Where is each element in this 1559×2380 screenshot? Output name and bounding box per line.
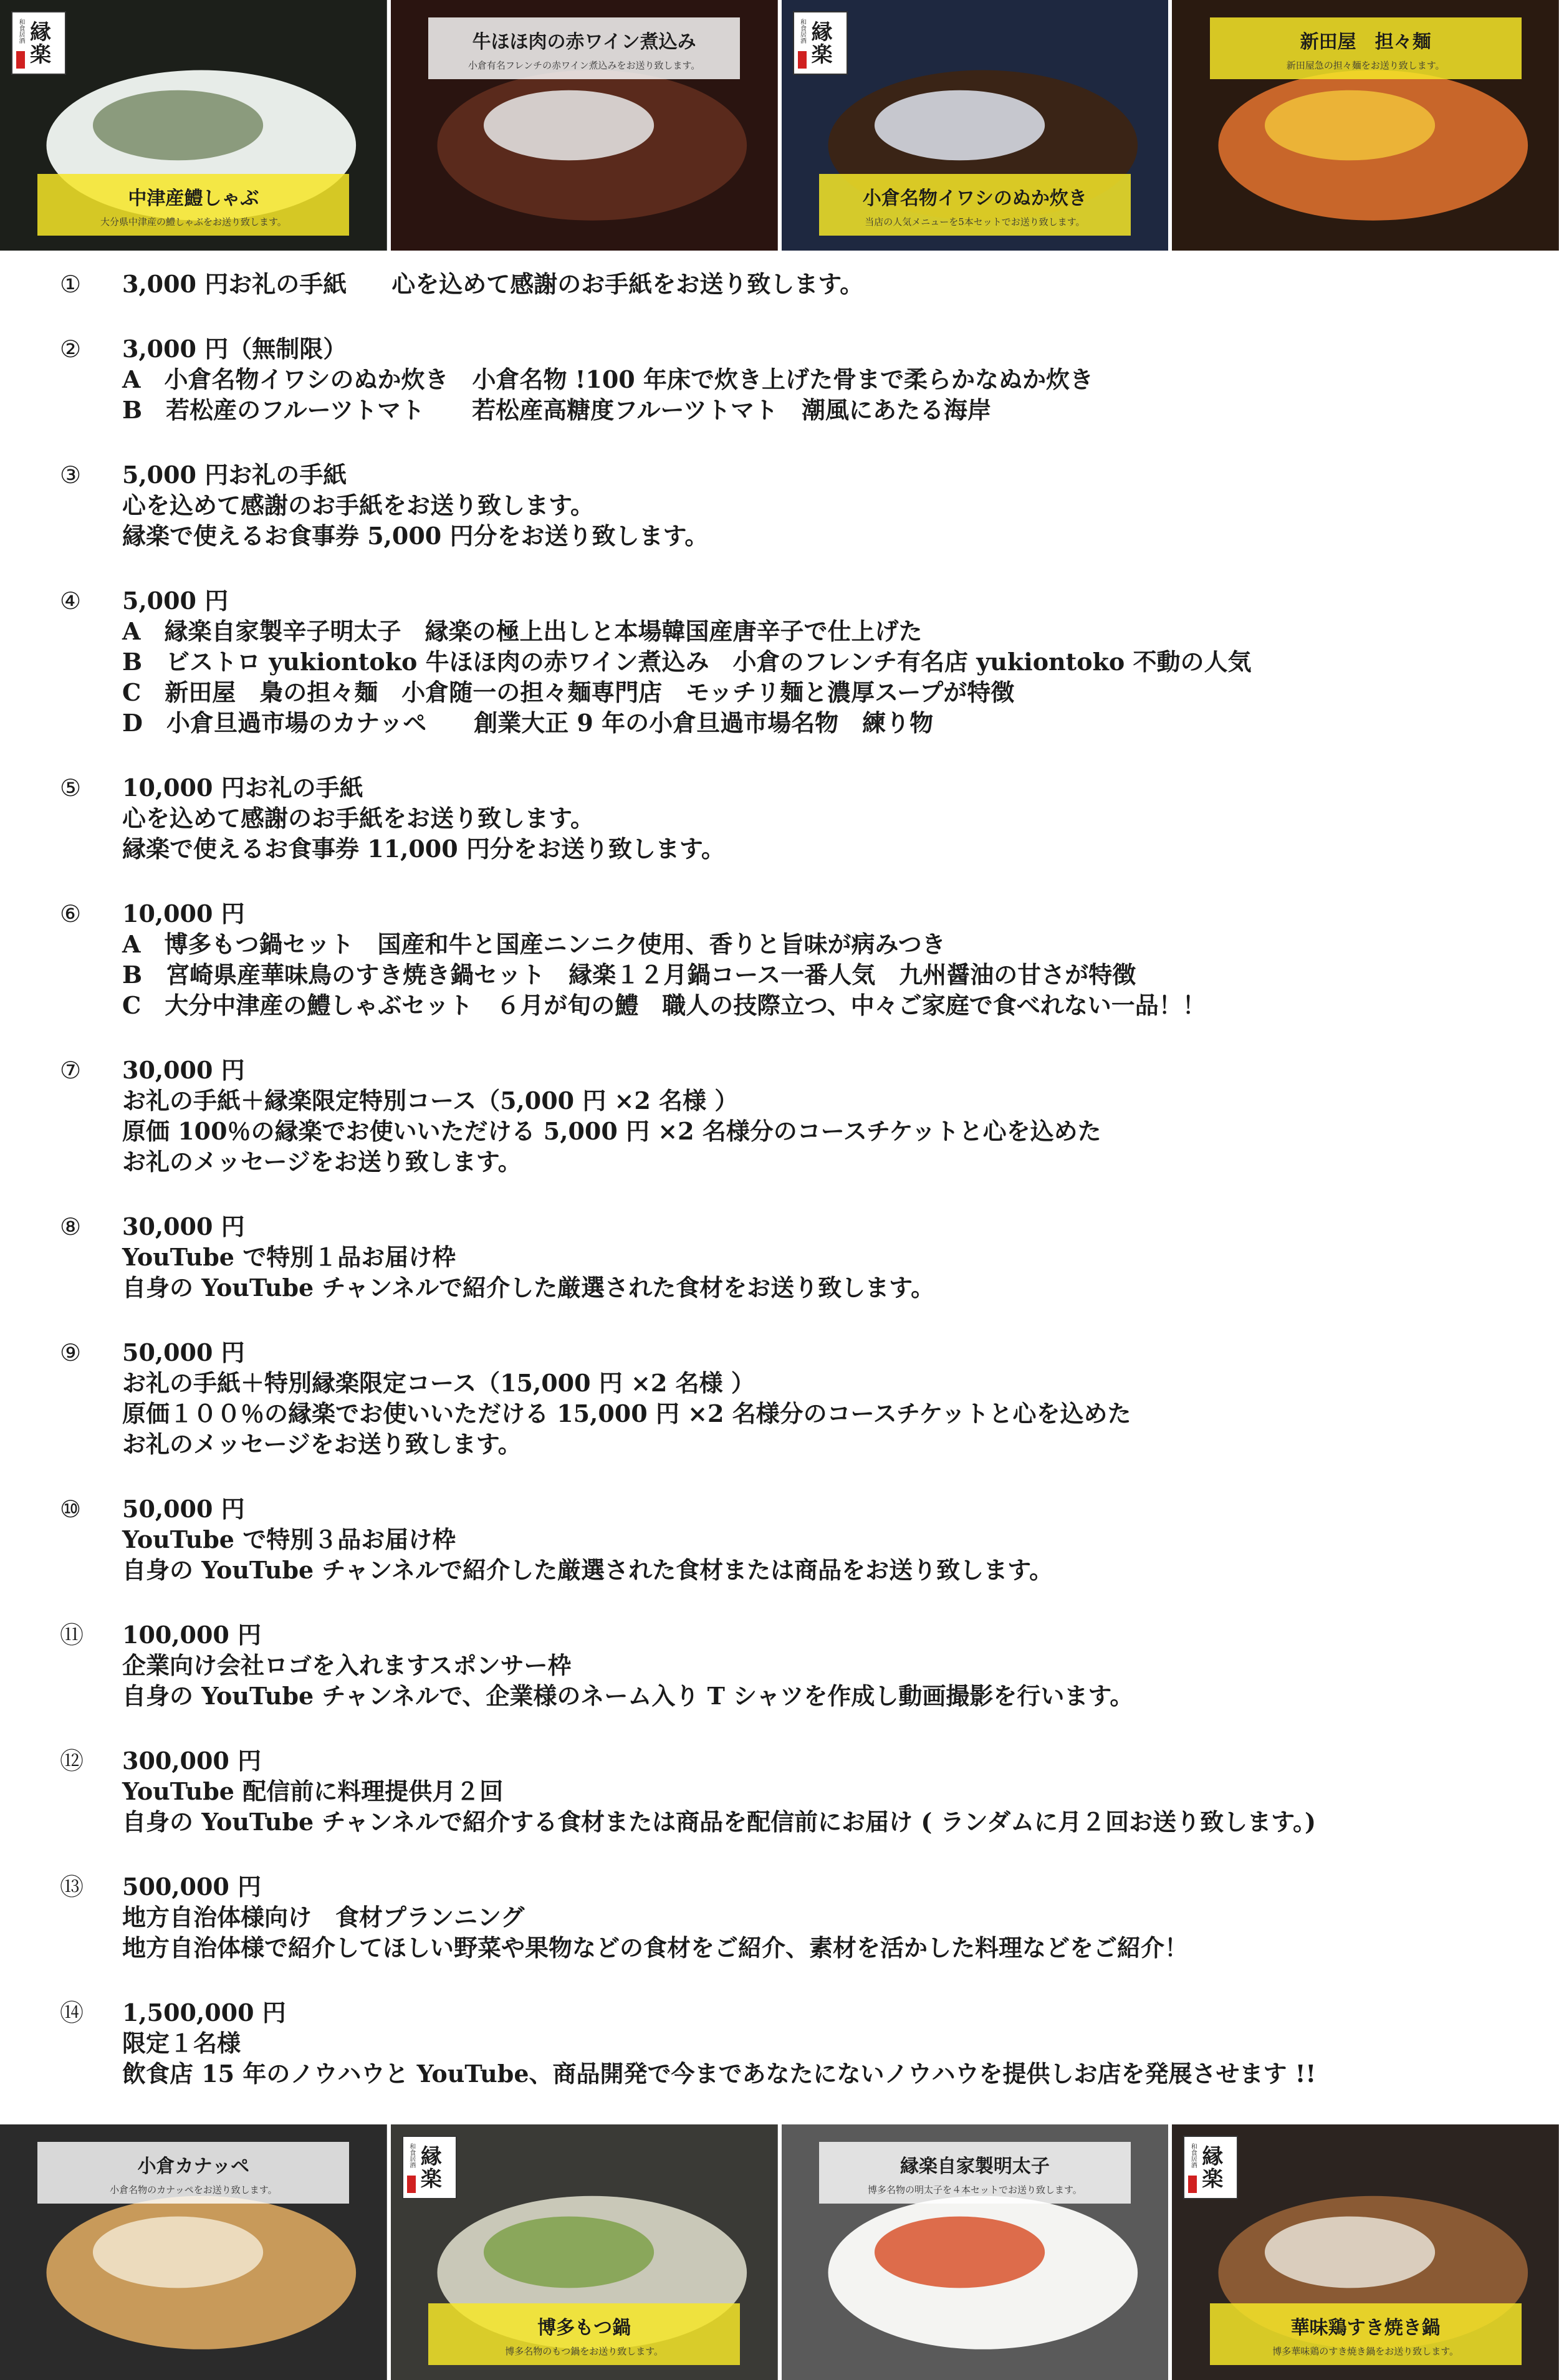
- reward-detail: [122, 676, 1014, 709]
- reward-detail: [122, 1554, 1053, 1586]
- photo-caption: [37, 174, 349, 236]
- photo-caption-subtitle: 博多名物の明太子を４本セットでお送り致します。: [867, 2184, 1082, 2195]
- reward-number: ⑩: [60, 1495, 82, 1523]
- line-text: B 宮崎県産華味鳥のすき焼き鍋セット 縁楽１２月鍋コース一番人気 九州醤油の甘さが特徴: [122, 961, 1136, 989]
- reward-detail: [122, 1523, 456, 1556]
- reward-detail: [122, 1272, 934, 1304]
- line-text: C 新田屋 梟の担々麺 小倉随一の担々麺専門店 モッチリ麺と濃厚スープが特徴: [122, 678, 1015, 706]
- food-photo: [1172, 0, 1559, 251]
- logo-red-seal: [798, 51, 807, 69]
- photo-caption: [819, 174, 1131, 236]
- photo-caption: [1210, 17, 1522, 79]
- logo-kanji: 縁楽: [1197, 2145, 1223, 2190]
- reward-detail: [122, 615, 923, 648]
- line-text: 縁楽で使えるお食事券 5,000 円分をお送り致します。: [122, 522, 709, 550]
- photo-caption-subtitle: 博多名物のもつ鍋をお送り致します。: [505, 2346, 664, 2357]
- reward-price: [122, 459, 347, 491]
- reward-number: ④: [60, 587, 82, 615]
- photo-caption-subtitle: 大分県中津産の鱧しゃぶをお送り致します。: [100, 216, 287, 228]
- line-text: 自身の YouTube チャンネルで紹介した厳選された食材をお送り致します。: [122, 1274, 935, 1302]
- line-text: 50,000 円: [122, 1495, 245, 1523]
- enraku-logo: [793, 11, 848, 75]
- reward-detail: [122, 707, 933, 739]
- line-text: D 小倉旦過市場のカナッペ 創業大正 9 年の小倉旦過市場名物 練り物: [122, 709, 934, 737]
- reward-detail: [122, 1367, 755, 1399]
- reward-detail: [122, 489, 594, 522]
- line-text: C 大分中津産の鱧しゃぶセット ６月が旬の鱧 職人の技際立つ、中々ご家庭で食べれない一品！！: [122, 991, 1206, 1019]
- logo-small-text: 和食居酒: [408, 2143, 415, 2168]
- reward-number: ⑪: [60, 1621, 84, 1649]
- line-text: 3,000 円（無制限）: [122, 335, 347, 363]
- reward-number: ⑧: [60, 1213, 82, 1240]
- reward-detail: [122, 1398, 1131, 1430]
- line-text: 地方自治体様で紹介してほしい野菜や果物などの食材をご紹介、素材を活かした料理などをご紹介！: [122, 1934, 1189, 1962]
- reward-detail: [122, 2058, 1316, 2090]
- reward-detail: [122, 833, 725, 865]
- reward-price: [122, 1493, 245, 1525]
- line-text: 3,000 円お礼の手紙: [122, 270, 347, 298]
- line-text: 自身の YouTube チャンネルで、企業様のネーム入り T シャツを作成し動画撮影を行います。: [122, 1682, 1134, 1710]
- reward-detail: [122, 1806, 1316, 1838]
- logo-small-text: 和食居酒: [1189, 2143, 1197, 2168]
- reward-detail: [122, 1241, 456, 1274]
- line-text: お礼のメッセージをお送り致します。: [122, 1148, 522, 1176]
- photo-caption-subtitle: 小倉名物のカナッペをお送り致します。: [110, 2184, 277, 2195]
- reward-detail: [122, 989, 1206, 1022]
- logo-small-text: 和食居酒: [17, 19, 24, 44]
- reward-detail: [122, 802, 594, 835]
- photo-caption-title: 小倉カナッペ: [137, 2156, 250, 2177]
- reward-detail: [122, 2027, 241, 2060]
- photo-caption-title: 牛ほほ肉の赤ワイン煮込み: [472, 31, 696, 53]
- food-photo: [1172, 2124, 1559, 2380]
- enraku-logo: [11, 11, 66, 75]
- photo-caption-title: 小倉名物イワシのぬか炊き: [862, 188, 1087, 209]
- photo-caption: [428, 17, 740, 79]
- line-text: 縁楽で使えるお食事券 11,000 円分をお送り致します。: [122, 835, 725, 863]
- line-text: A 縁楽自家製辛子明太子 縁楽の極上出しと本場韓国産唐辛子で仕上げた: [122, 617, 923, 645]
- photo-caption-title: 縁楽自家製明太子: [899, 2156, 1050, 2177]
- reward-number: ⑨: [60, 1339, 82, 1366]
- logo-kanji: 縁楽: [807, 21, 832, 65]
- photo-caption-title: 華味鶏すき焼き鍋: [1290, 2317, 1441, 2339]
- reward-price: [122, 1336, 245, 1369]
- logo-kanji: 縁楽: [416, 2145, 442, 2190]
- line-text: 自身の YouTube チャンネルで紹介する食材または商品を配信前にお届け ( ランダムに月２回お送り致します。): [122, 1808, 1317, 1836]
- line-text: 10,000 円お礼の手紙: [122, 774, 363, 802]
- line-text: B ビストロ yukiontoko 牛ほほ肉の赤ワイン煮込み 小倉のフレンチ有名店 yukiontoko 不動の人気: [122, 648, 1252, 676]
- reward-detail: [122, 394, 991, 426]
- reward-detail: [122, 1932, 1188, 1964]
- photo-caption: [1210, 2303, 1522, 2365]
- food-photo: [782, 0, 1169, 251]
- logo-small-text: 和食居酒: [799, 19, 806, 44]
- enraku-logo: [402, 2136, 457, 2199]
- reward-detail: [122, 928, 946, 961]
- line-text: 心を込めて感謝のお手紙をお送り致します。: [122, 804, 594, 832]
- logo-red-seal: [16, 51, 25, 69]
- photo-caption-subtitle: 小倉有名フレンチの赤ワイン煮込みをお送り致します。: [468, 60, 701, 71]
- line-text: 5,000 円: [122, 587, 229, 615]
- reward-price: [122, 1997, 286, 2029]
- line-text: 100,000 円: [122, 1621, 262, 1649]
- reward-detail: [122, 959, 1136, 991]
- line-text: 500,000 円: [122, 1873, 262, 1901]
- photo-caption-subtitle: 当店の人気メニューを5本セットでお送り致します。: [865, 216, 1085, 228]
- food-photo: [782, 2124, 1169, 2380]
- line-note: 心を込めて感謝のお手紙をお送り致します。: [391, 270, 864, 298]
- reward-detail: [122, 1775, 503, 1808]
- reward-price: [122, 772, 363, 804]
- reward-number: ①: [60, 271, 82, 298]
- photo-caption-title: 博多もつ鍋: [537, 2317, 631, 2339]
- reward-detail: [122, 1146, 522, 1178]
- food-photo: [391, 0, 778, 251]
- line-text: 限定１名様: [122, 2029, 241, 2057]
- reward-price: [122, 268, 863, 300]
- reward-price: [122, 1871, 261, 1903]
- photo-caption-title: 中津産鱧しゃぶ: [128, 188, 259, 209]
- reward-detail: [122, 363, 1093, 396]
- reward-detail: [122, 1649, 571, 1682]
- reward-price: [122, 333, 347, 365]
- reward-price: [122, 1054, 245, 1087]
- reward-detail: [122, 1901, 524, 1934]
- top-photo-strip: [0, 0, 1559, 251]
- line-text: 50,000 円: [122, 1338, 245, 1366]
- food-photo: [0, 0, 387, 251]
- line-text: YouTube で特別３品お届け枠: [122, 1525, 456, 1553]
- line-text: 1,500,000 円: [122, 1999, 286, 2027]
- line-text: 企業向け会社ロゴを入れますスポンサー枠: [122, 1651, 572, 1679]
- reward-price: [122, 1619, 261, 1651]
- line-text: 5,000 円お礼の手紙: [122, 461, 347, 489]
- line-text: 30,000 円: [122, 1212, 245, 1240]
- line-text: YouTube で特別１品お届け枠: [122, 1243, 456, 1271]
- logo-red-seal: [407, 2176, 416, 2193]
- line-text: 自身の YouTube チャンネルで紹介した厳選された食材または商品をお送り致します。: [122, 1556, 1053, 1584]
- line-text: 原価１００％の縁楽でお使いいただける 15,000 円 ×2 名様分のコースチケットと心を込めた: [122, 1399, 1131, 1428]
- reward-number: ⑤: [60, 774, 82, 802]
- reward-detail: [122, 1680, 1133, 1712]
- reward-price: [122, 898, 245, 930]
- bottom-photo-strip: [0, 2124, 1559, 2380]
- line-text: B 若松産のフルーツトマト 若松産高糖度フルーツトマト 潮風にあたる海岸: [122, 396, 992, 424]
- reward-detail: [122, 1115, 1101, 1148]
- line-text: お礼のメッセージをお送り致します。: [122, 1430, 522, 1458]
- enraku-logo: [1183, 2136, 1238, 2199]
- line-text: 原価 100％の縁楽でお使いいただける 5,000 円 ×2 名様分のコースチケットと心を込めた: [122, 1117, 1101, 1145]
- reward-price: [122, 1745, 261, 1777]
- photo-caption-title: 新田屋 担々麺: [1300, 31, 1431, 53]
- reward-number: ⑥: [60, 900, 82, 928]
- logo-kanji: 縁楽: [26, 21, 51, 65]
- reward-number: ⑭: [60, 1999, 84, 2027]
- line-text: 地方自治体様向け 食材プランニング: [122, 1903, 525, 1931]
- reward-detail: [122, 646, 1251, 678]
- photo-caption: [428, 2303, 740, 2365]
- photo-caption: [37, 2142, 349, 2204]
- reward-number: ⑬: [60, 1873, 84, 1901]
- reward-detail: [122, 520, 708, 552]
- reward-price: [122, 585, 228, 617]
- photo-caption-subtitle: 博多華味鶏のすき焼き鍋をお送り致します。: [1272, 2346, 1459, 2357]
- reward-number: ③: [60, 461, 82, 489]
- logo-red-seal: [1188, 2176, 1197, 2193]
- line-text: お礼の手紙＋特別縁楽限定コース（15,000 円 ×2 名様 ）: [122, 1369, 755, 1397]
- reward-number: ②: [60, 335, 82, 363]
- food-photo: [0, 2124, 387, 2380]
- photo-caption: [819, 2142, 1131, 2204]
- line-text: 300,000 円: [122, 1747, 262, 1775]
- line-text: A 小倉名物イワシのぬか炊き 小倉名物 !100 年床で炊き上げた骨まで柔らかなぬか炊き: [122, 365, 1093, 393]
- reward-detail: [122, 1085, 738, 1117]
- food-photo: [391, 2124, 778, 2380]
- line-text: 10,000 円: [122, 900, 245, 928]
- photo-caption-subtitle: 新田屋急の担々麺をお送り致します。: [1286, 60, 1445, 71]
- line-text: お礼の手紙＋縁楽限定特別コース（5,000 円 ×2 名様 ）: [122, 1087, 739, 1115]
- line-text: 飲食店 15 年のノウハウと YouTube、商品開発で今まであなたにないノウハウを提供しお店を発展させます !!: [122, 2060, 1317, 2088]
- reward-number: ⑫: [60, 1747, 84, 1775]
- line-text: A 博多もつ鍋セット 国産和牛と国産ニンニク使用、香りと旨味が病みつき: [122, 930, 946, 958]
- line-text: 30,000 円: [122, 1056, 245, 1084]
- line-text: 心を込めて感謝のお手紙をお送り致します。: [122, 491, 594, 519]
- line-text: YouTube 配信前に料理提供月２回: [122, 1777, 504, 1805]
- reward-number: ⑦: [60, 1057, 82, 1084]
- reward-detail: [122, 1428, 522, 1461]
- reward-price: [122, 1211, 245, 1243]
